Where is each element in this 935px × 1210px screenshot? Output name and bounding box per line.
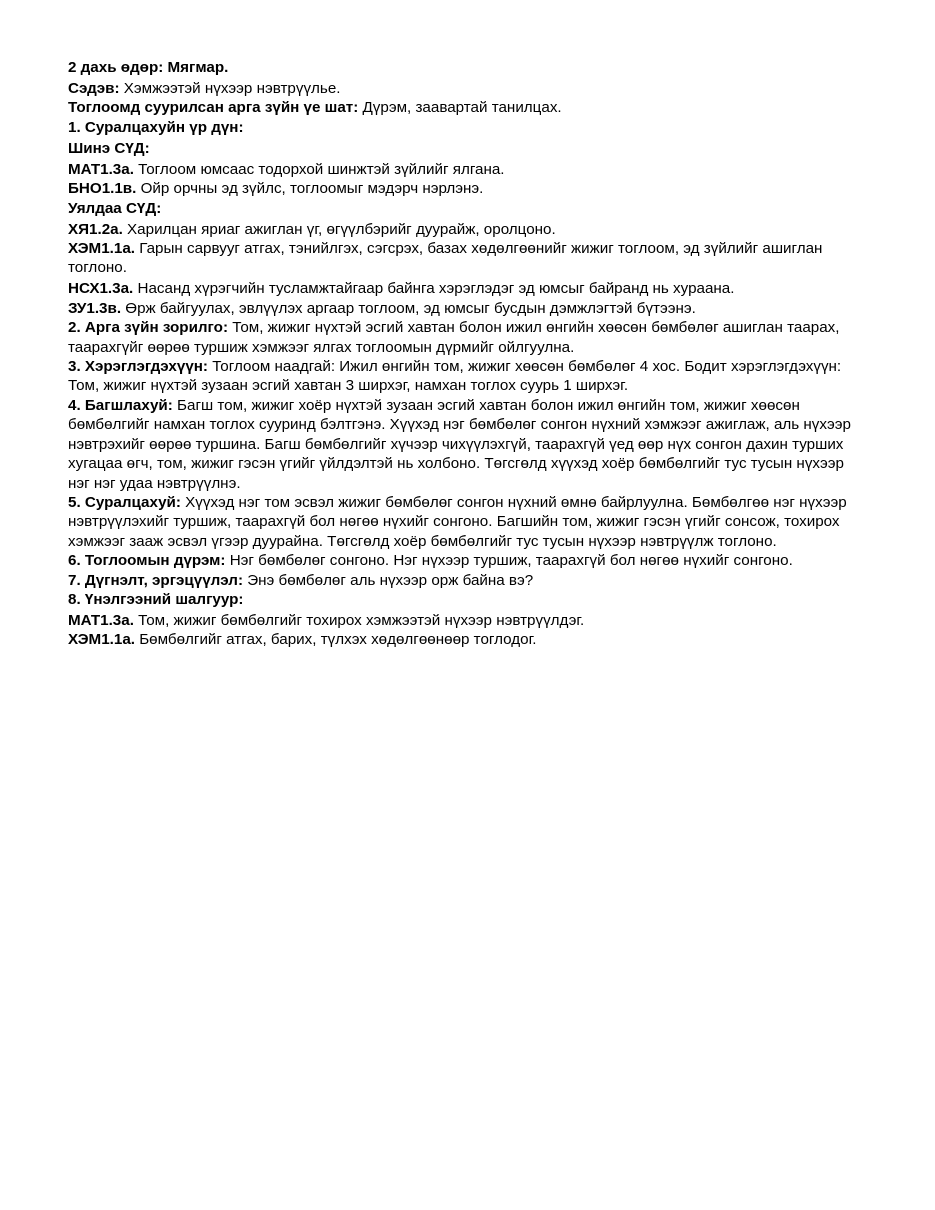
outcome-code: ХЭМ1.1а.: [68, 631, 135, 649]
topic-label: Сэдэв:: [68, 80, 120, 97]
outcome-text: Өрж байгуулах, эвлүүлэх аргаар тоглоом, эд юмсыг бусдын дэмжлэгтэй бүтээнэ.: [121, 299, 696, 317]
section-text: Энэ бөмбөлөг аль нүхээр орж байна вэ?: [243, 571, 534, 589]
section-7: [68, 571, 868, 590]
section-label: 5. Суралцахуй:: [68, 493, 181, 511]
related-outcome-item: [68, 239, 868, 278]
section-label: 6. Тоглоомын дүрэм:: [68, 552, 226, 570]
section-text: Нэг бөмбөлөг сонгоно. Нэг нүхээр туршиж, таарахгүй бол нөгөө нүхийг сонгоно.: [225, 552, 793, 570]
section-label: 2. Арга зүйн зорилго:: [68, 319, 229, 337]
outcome-text: Бөмбөлгийг атгах, барих, түлхэх хөдөлгөөнөөр тоглодог.: [135, 631, 537, 649]
outcome-code: НСХ1.3а.: [68, 280, 134, 298]
section-8-title: 8. Үнэлгээний шалгуур:: [68, 590, 244, 608]
section-text: Хүүхэд нэг том эсвэл жижиг бөмбөлөг сонгон нүхний өмнө байрлуулна. Бөмбөлгөө нэг нүхээр нэвтрүүлэхийг туршиж, таарахгүй бол нөгөө нүхийг сонгоно. Багшийн том, жижиг гэсэн үгийг сонсож, тохирох хэмжээг зааж эсвэл үгээр дуурайна. Төгсгөлд хоёр бөмбөлгийг тус тусын нүхээр нэвтрүүлж тоглоно.: [68, 493, 847, 550]
outcome-code: ЗУ1.3в.: [68, 299, 122, 317]
outcome-code: МАТ1.3а.: [68, 611, 134, 629]
outcome-code: ХЯ1.2а.: [68, 220, 123, 238]
stage-label: Тоглоомд суурилсан арга зүйн үе шат:: [68, 99, 359, 117]
outcome-code: БНО1.1в.: [68, 180, 137, 198]
stage-line: [68, 98, 868, 117]
outcome-text: Том, жижиг бөмбөлгийг тохирох хэмжээтэй нүхээр нэвтрүүлдэг.: [133, 611, 585, 629]
section-4: [68, 396, 868, 493]
section-label: 7. Дүгнэлт, эргэцүүлэл:: [68, 571, 244, 589]
outcome-text: Ойр орчны эд зүйлс, тоглоомыг мэдэрч нэрлэнэ.: [136, 180, 484, 198]
section-text: Том, жижиг нүхтэй эсгий хавтан болон ижил өнгийн хөөсөн бөмбөлөг ашиглан таарах, таарахгүйг өөрөө туршиж хэмжээг ялгах тоглоомын дүрмийг ойлгуулна.: [68, 319, 840, 356]
evaluation-item: [68, 630, 868, 649]
section-text: Багш том, жижиг хоёр нүхтэй зузаан эсгий хавтан болон ижил өнгийн том, жижиг хөөсөн бөмбөлгийг намхан тоглох сууринд бэлтгэнэ. Хүүхэд нэг бөмбөлөг сонгон нүхний хэмжээг ажиглаж, аль нүхээр нэвтрэхийг өөрөө туршина. Багш бөмбөлгийг хүчээр чихүүлэхгүй, таарахгүй үед өөр нүх сонгон дахин турших хугацаа өгч, том, жижиг гэсэн үгийг үйлдэлтэй нь холбоно. Төгсгөлд хүүхэд хоёр бөмбөлгийг тус тусын нүхээр нэг нэг удаа нэвтрүүлнэ.: [68, 396, 851, 492]
outcome-code: ХЭМ1.1а.: [68, 240, 135, 258]
related-outcome-item: [68, 220, 868, 239]
topic-line: [68, 79, 868, 98]
new-outcome-item: [68, 160, 868, 179]
lesson-plan-document: [68, 58, 868, 650]
related-outcomes-title: Уялдаа СҮД:: [68, 199, 162, 217]
section-text: Тоглоом наадгай: Ижил өнгийн том, жижиг хөөсөн бөмбөлөг 4 хос. Бодит хэрэглэгдэхүүн: Том, жижиг нүхтэй зузаан эсгий хавтан 3 ширхэг, намхан тоглох суурь 1 ширхэг.: [68, 358, 842, 395]
outcome-text: Насанд хүрэгчийн тусламжтайгаар байнга хэрэглэдэг эд юмсыг байранд нь хураана.: [133, 280, 735, 298]
section-1-title: 1. Суралцахуйн үр дүн:: [68, 118, 244, 136]
section-label: 3. Хэрэглэгдэхүүн:: [68, 358, 208, 376]
outcome-text: Тоглоом юмсаас тодорхой шинжтэй зүйлийг ялгана.: [133, 160, 505, 178]
evaluation-item: [68, 611, 868, 630]
day-title: 2 дахь өдөр: Мягмар.: [68, 59, 229, 76]
outcome-code: МАТ1.3а.: [68, 160, 134, 178]
section-3: [68, 357, 868, 396]
related-outcome-item: [68, 299, 868, 318]
stage-text: Дүрэм, заавартай танилцах.: [358, 99, 562, 117]
new-outcome-item: [68, 179, 868, 198]
section-5: [68, 493, 868, 551]
new-outcomes-title: Шинэ СҮД:: [68, 139, 150, 157]
section-6: [68, 551, 868, 570]
related-outcome-item: [68, 279, 868, 298]
topic-text: Хэмжээтэй нүхээр нэвтрүүлье.: [119, 80, 341, 97]
section-label: 4. Багшлахуй:: [68, 396, 173, 414]
outcome-text: Гарын сарвууг атгах, тэнийлгэх, сэгсрэх, базах хөдөлгөөнийг жижиг тоглоом, эд зүйлийг ашиглан тоглоно.: [68, 240, 823, 277]
outcome-text: Харилцан яриаг ажиглан үг, өгүүлбэрийг дуурайж, оролцоно.: [122, 220, 556, 238]
section-2: [68, 318, 868, 357]
